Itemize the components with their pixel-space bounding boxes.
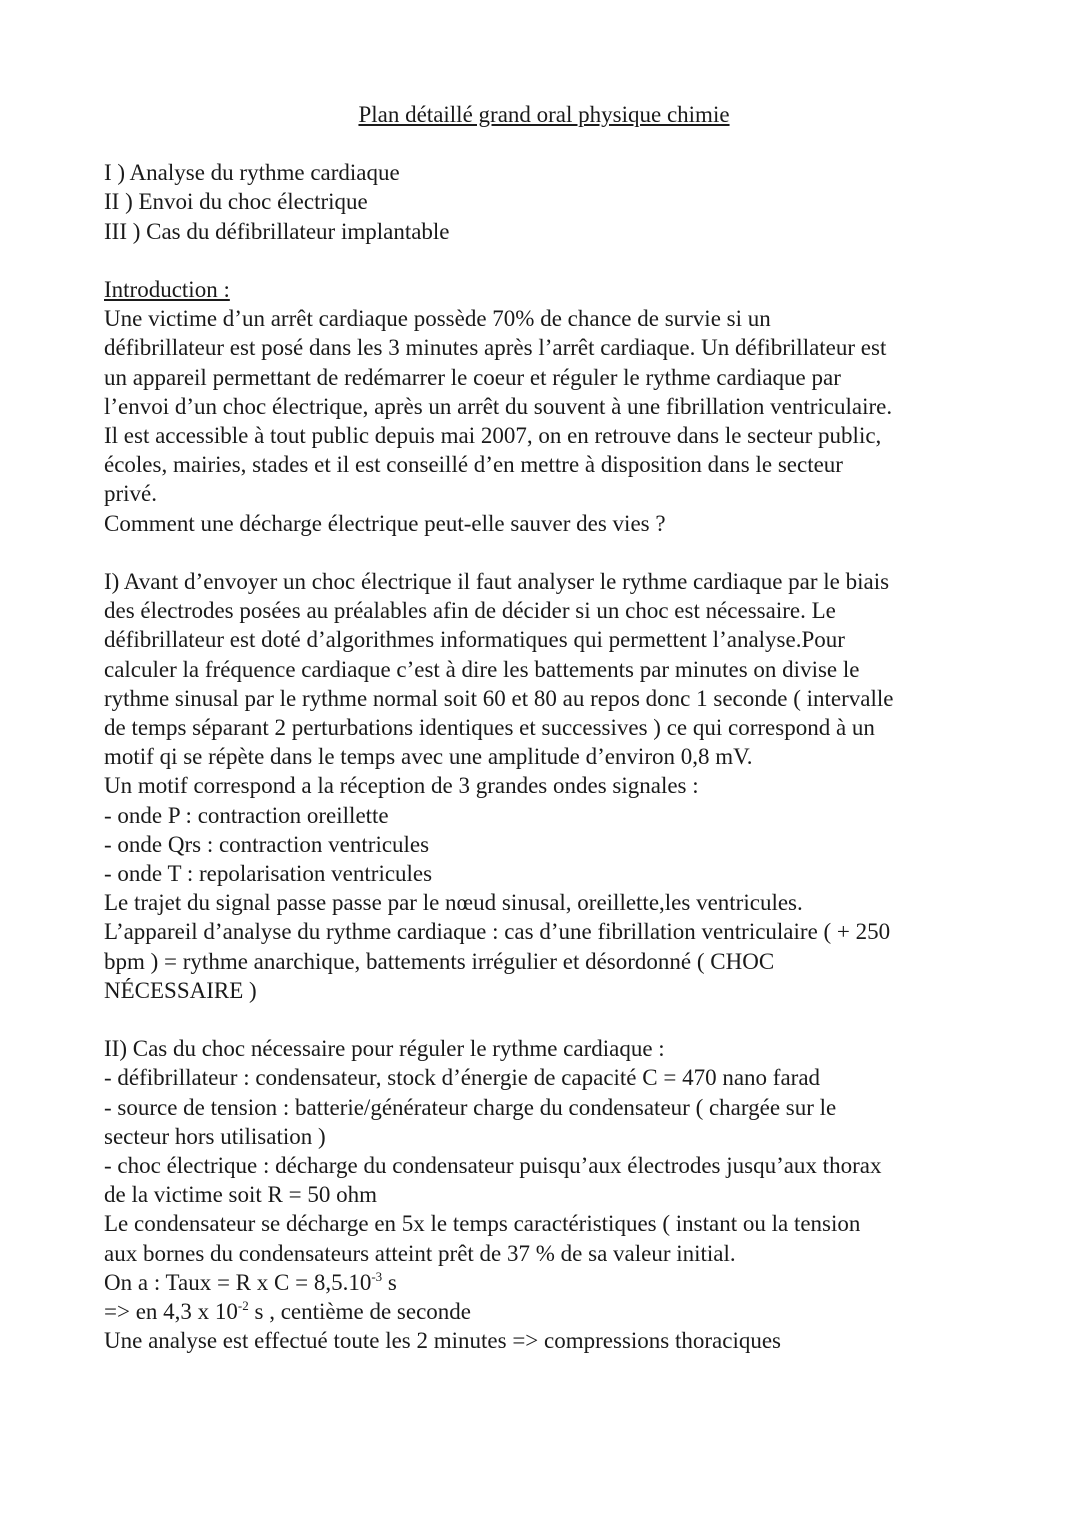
plan-item: I ) Analyse du rythme cardiaque [104, 160, 400, 186]
section-1 [104, 567, 984, 1005]
paragraph-line: Une victime d’un arrêt cardiaque possède 70% de chance de survie si un [104, 306, 771, 332]
plan-item: II ) Envoi du choc électrique [104, 189, 368, 215]
document-page [104, 100, 984, 1355]
tau-formula [104, 1268, 984, 1297]
spacer [104, 1005, 984, 1034]
section-2 [104, 1034, 984, 1355]
plan-list [104, 158, 984, 246]
paragraph-line: calculer la fréquence cardiaque c’est à dire les battements par minutes on divise le [104, 656, 860, 682]
paragraph-line: défibrillateur est posé dans les 3 minutes après l’arrêt cardiaque. Un défibrillateur est [104, 335, 887, 361]
paragraph-line: écoles, mairies, stades et il est conseillé d’en mettre à disposition dans le secteur [104, 452, 843, 478]
time-prefix: => en 4,3 x 10 [104, 1299, 238, 1325]
paragraph-line: I) Avant d’envoyer un choc électrique il faut analyser le rythme cardiaque par le biais [104, 569, 890, 595]
paragraph-line: aux bornes du condensateurs atteint prêt de 37 % de sa valeur initial. [104, 1240, 736, 1266]
list-item: - source de tension : batterie/générateur charge du condensateur ( chargée sur le [104, 1094, 837, 1120]
introduction-heading: Introduction : [104, 277, 230, 302]
paragraph-line: NÉCESSAIRE ) [104, 977, 257, 1003]
document-title: Plan détaillé grand oral physique chimie [358, 102, 730, 127]
list-item: - défibrillateur : condensateur, stock d’énergie de capacité C = 470 nano farad [104, 1065, 821, 1091]
paragraph-line: bpm ) = rythme anarchique, battements irrégulier et désordonné ( CHOC [104, 948, 775, 974]
spacer [104, 246, 984, 275]
paragraph-line: Le condensateur se décharge en 5x le temps caractéristiques ( instant ou la tension [104, 1211, 861, 1237]
discharge-time [104, 1297, 984, 1326]
time-exponent: -2 [237, 1298, 249, 1314]
plan-item: III ) Cas du défibrillateur implantable [104, 218, 450, 244]
paragraph-line: Il est accessible à tout public depuis mai 2007, on en retrouve dans le secteur public, [104, 423, 882, 449]
list-item: - onde T : repolarisation ventricules [104, 861, 433, 887]
paragraph-line: des électrodes posées au préalables afin de décider si un choc est nécessaire. Le [104, 598, 836, 624]
spacer [104, 538, 984, 567]
tau-suffix: s [382, 1269, 397, 1295]
paragraph-line: l’envoi d’un choc électrique, après un arrêt du souvent à une fibrillation ventriculaire. [104, 393, 893, 419]
list-item: - onde Qrs : contraction ventricules [104, 831, 430, 857]
paragraph-line: Une analyse est effectué toute les 2 minutes => compressions thoraciques [104, 1328, 781, 1354]
paragraph-line: de temps séparant 2 perturbations identiques et successives ) ce qui correspond à un [104, 715, 875, 741]
list-item: - onde P : contraction oreillette [104, 802, 389, 828]
list-item: - choc électrique : décharge du condensateur puisqu’aux électrodes jusqu’aux thorax [104, 1153, 882, 1179]
tau-exponent: -3 [371, 1268, 383, 1284]
paragraph-line: privé. [104, 481, 158, 507]
paragraph-line: Un motif correspond a la réception de 3 grandes ondes signales : [104, 773, 699, 799]
time-suffix: s , centième de seconde [248, 1299, 471, 1325]
paragraph-line: Le trajet du signal passe passe par le nœud sinusal, oreillette,les ventricules. [104, 890, 803, 916]
paragraph-line: L’appareil d’analyse du rythme cardiaque : cas d’une fibrillation ventriculaire ( + 250 [104, 919, 891, 945]
paragraph-line: de la victime soit R = 50 ohm [104, 1182, 377, 1208]
paragraph-line: II) Cas du choc nécessaire pour réguler le rythme cardiaque : [104, 1036, 665, 1062]
paragraph-line: motif qi se répète dans le temps avec une amplitude d’environ 0,8 mV. [104, 744, 753, 770]
paragraph-line: rythme sinusal par le rythme normal soit 60 et 80 au repos donc 1 seconde ( intervalle [104, 685, 894, 711]
paragraph-line: défibrillateur est doté d’algorithmes informatiques qui permettent l’analyse.Pour [104, 627, 845, 653]
introduction-section [104, 275, 984, 538]
paragraph-line: secteur hors utilisation ) [104, 1123, 326, 1149]
paragraph-line: un appareil permettant de redémarrer le coeur et réguler le rythme cardiaque par [104, 364, 841, 390]
problem-statement: Comment une décharge électrique peut-elle sauver des vies ? [104, 510, 666, 536]
tau-prefix: On a : Taux = R x C = 8,5.10 [104, 1269, 372, 1295]
